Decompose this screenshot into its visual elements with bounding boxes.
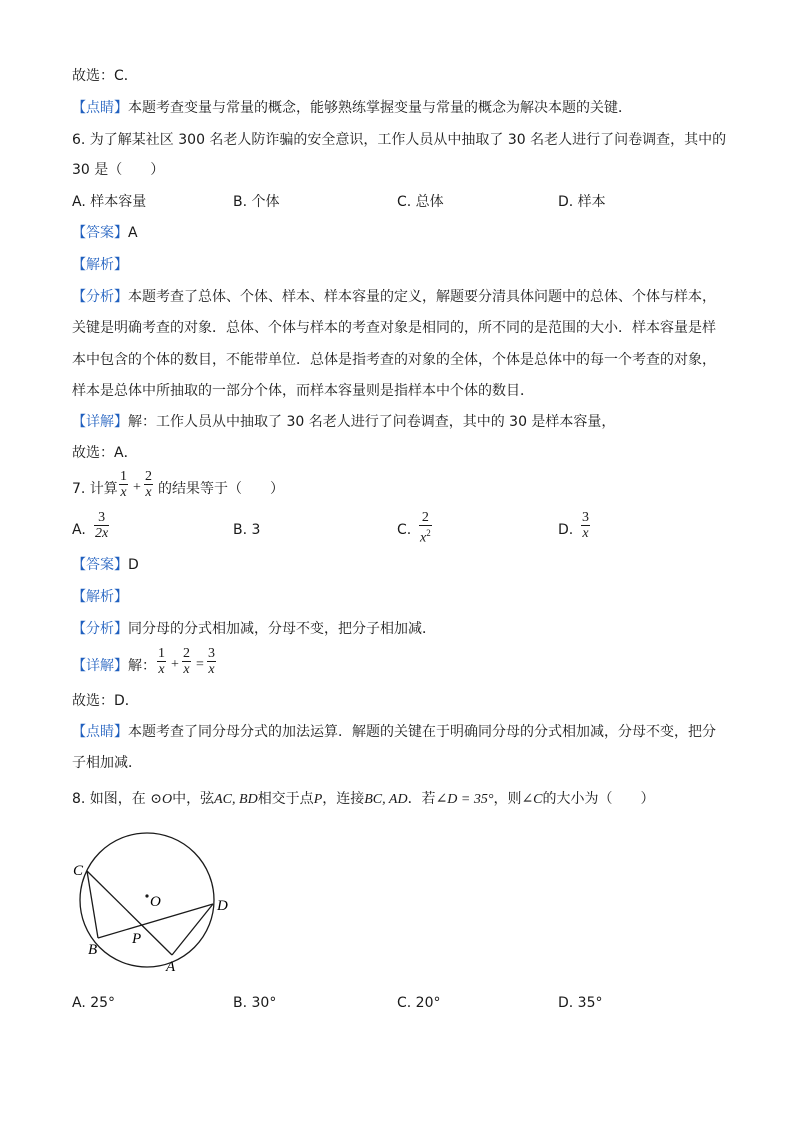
q6-stem-line1: 6. 为了解某社区 300 名老人防诈骗的安全意识，工作人员从中抽取了 30 名老人进行了问卷调查，其中的 — [72, 132, 727, 148]
q6-fenxi-line4: 样本是总体中所抽取的一部分个体，而样本容量则是指样本中个体的数目． — [72, 383, 534, 399]
point-p: P — [313, 792, 323, 807]
q7-answer — [72, 555, 139, 575]
solution-fraction-2 — [182, 646, 191, 677]
q7-option-a-fraction — [94, 510, 109, 541]
fenxi-text: 同分母的分式相加减，分母不变，把分子相加减． — [128, 621, 436, 637]
dianjing-text: 本题考查变量与常量的概念，能够熟练掌握变量与常量的概念为解决本题的关键． — [128, 100, 632, 116]
label-p: P — [132, 931, 142, 947]
q7-option-b: B. 3 — [233, 522, 261, 538]
label-a: A — [166, 959, 176, 975]
q7-fraction-1 — [119, 469, 128, 500]
circle-center: O — [162, 792, 173, 807]
numerator: 1 — [120, 469, 127, 484]
answer-tag: 【答案】 — [72, 225, 128, 241]
angle-c: ∠C — [521, 792, 543, 807]
q8-option-b: B. 30° — [233, 995, 277, 1011]
xiangjie-text: 解：工作人员从中抽取了 30 名老人进行了问卷调查，其中的 30 是样本容量， — [128, 414, 616, 430]
circle-outline — [80, 833, 214, 967]
xiangjie-prefix: 解： — [128, 658, 156, 674]
numerator: 3 — [582, 510, 589, 525]
denominator-base: x — [420, 530, 427, 546]
numerator: 1 — [158, 646, 165, 661]
q6-xiangjie — [72, 412, 615, 432]
circle-symbol: ⊙ — [150, 792, 162, 807]
q7-stem-suffix: 的结果等于（ ） — [158, 481, 284, 497]
dianjing-tag: 【点睛】 — [72, 100, 128, 116]
numerator: 2 — [421, 510, 429, 525]
q6-analysis-tag: 【解析】 — [72, 257, 128, 273]
stem-text: ．若 — [407, 791, 436, 807]
angle-d: ∠D = 35° — [435, 792, 494, 807]
stem-text: 的大小为（ ） — [542, 791, 655, 807]
xiangjie-tag: 【详解】 — [72, 658, 128, 674]
q6-fenxi-line3: 本中包含的个体的数目，不能带单位．总体是指考查的对象的全体，个体是总体中的每一个考查的对象， — [72, 352, 716, 368]
q8-stem — [72, 789, 655, 810]
q7-option-c-label: C. — [397, 522, 412, 538]
solution-plus: + — [171, 657, 179, 672]
q6-answer — [72, 223, 138, 243]
q8-option-d: D. 35° — [558, 995, 603, 1011]
center-dot — [145, 894, 148, 897]
dianjing-text: 本题考查了同分母分式的加法运算．解题的关键在于明确同分母的分式相加减，分母不变，把分 — [128, 724, 716, 740]
label-o: O — [150, 894, 161, 910]
q8-option-a: A. 25° — [72, 995, 116, 1011]
denominator: x — [145, 485, 152, 500]
q6-option-b: B. 个体 — [233, 194, 280, 210]
q6-stem-line2: 30 是（ ） — [72, 162, 165, 178]
xiangjie-tag: 【详解】 — [72, 414, 128, 430]
q6-option-c: C. 总体 — [397, 194, 444, 210]
label-c: C — [73, 863, 84, 879]
fenxi-tag: 【分析】 — [72, 289, 128, 305]
stem-text: 中，弦 — [172, 791, 215, 807]
stem-text: 8. 如图，在 — [72, 791, 146, 807]
dianjing-tag: 【点睛】 — [72, 724, 128, 740]
answer-value: A — [128, 225, 138, 241]
circle-figure — [70, 830, 240, 980]
q6-fenxi-line2: 关键是明确考查的对象．总体、个体与样本的考查对象是相同的，所不同的是范围的大小．样本容量是样 — [72, 320, 716, 336]
denominator: 2x — [95, 526, 109, 541]
q8-option-c: C. 20° — [397, 995, 441, 1011]
q6-conclusion: 故选：A． — [72, 445, 138, 461]
chords: AC, BD — [214, 792, 258, 807]
solution-fraction-3 — [207, 646, 216, 677]
segments: BC, AD — [364, 792, 408, 807]
denominator: x — [582, 526, 589, 541]
solution-equals: = — [196, 657, 204, 672]
stem-text: ，则 — [493, 791, 522, 807]
label-b: B — [88, 942, 98, 958]
q6-fenxi-line1 — [72, 287, 716, 307]
q7-stem-prefix: 7. 计算 — [72, 481, 118, 497]
stem-text: ，连接 — [322, 791, 365, 807]
chord-ac — [87, 871, 172, 955]
denominator: x — [120, 485, 127, 500]
denominator — [419, 525, 432, 546]
q7-option-d-fraction — [581, 510, 590, 541]
q7-fenxi — [72, 619, 436, 639]
denominator: x — [183, 662, 190, 677]
solution-fraction-1 — [157, 646, 166, 677]
q6-option-d: D. 样本 — [558, 194, 606, 210]
stem-text: 相交于点 — [257, 791, 314, 807]
exponent: 2 — [426, 528, 431, 538]
q7-xiangjie — [72, 656, 156, 676]
q7-analysis-tag: 【解析】 — [72, 589, 128, 605]
dianjing-paragraph — [72, 98, 632, 118]
q7-conclusion: 故选：D． — [72, 693, 139, 709]
q7-dianjing-line1 — [72, 722, 716, 742]
q7-option-c-fraction — [419, 510, 432, 546]
numerator: 2 — [145, 469, 152, 484]
q6-option-a: A. 样本容量 — [72, 194, 147, 210]
numerator: 3 — [98, 510, 106, 525]
q7-option-a-label: A. — [72, 522, 86, 538]
answer-tag: 【答案】 — [72, 557, 128, 573]
fenxi-text: 本题考查了总体、个体、样本、样本容量的定义，解题要分清具体问题中的总体、个体与样本， — [128, 289, 716, 305]
numerator: 3 — [208, 646, 215, 661]
q7-plus: + — [133, 480, 141, 495]
fenxi-tag: 【分析】 — [72, 621, 128, 637]
denominator: x — [158, 662, 165, 677]
answer-value: D — [128, 557, 139, 573]
q7-dianjing-line2: 子相加减． — [72, 755, 142, 771]
conclusion-line: 故选：C． — [72, 68, 138, 84]
q7-option-d-label: D. — [558, 522, 574, 538]
q7-fraction-2 — [144, 469, 153, 500]
label-d: D — [217, 898, 228, 914]
denominator: x — [208, 662, 215, 677]
numerator: 2 — [183, 646, 190, 661]
